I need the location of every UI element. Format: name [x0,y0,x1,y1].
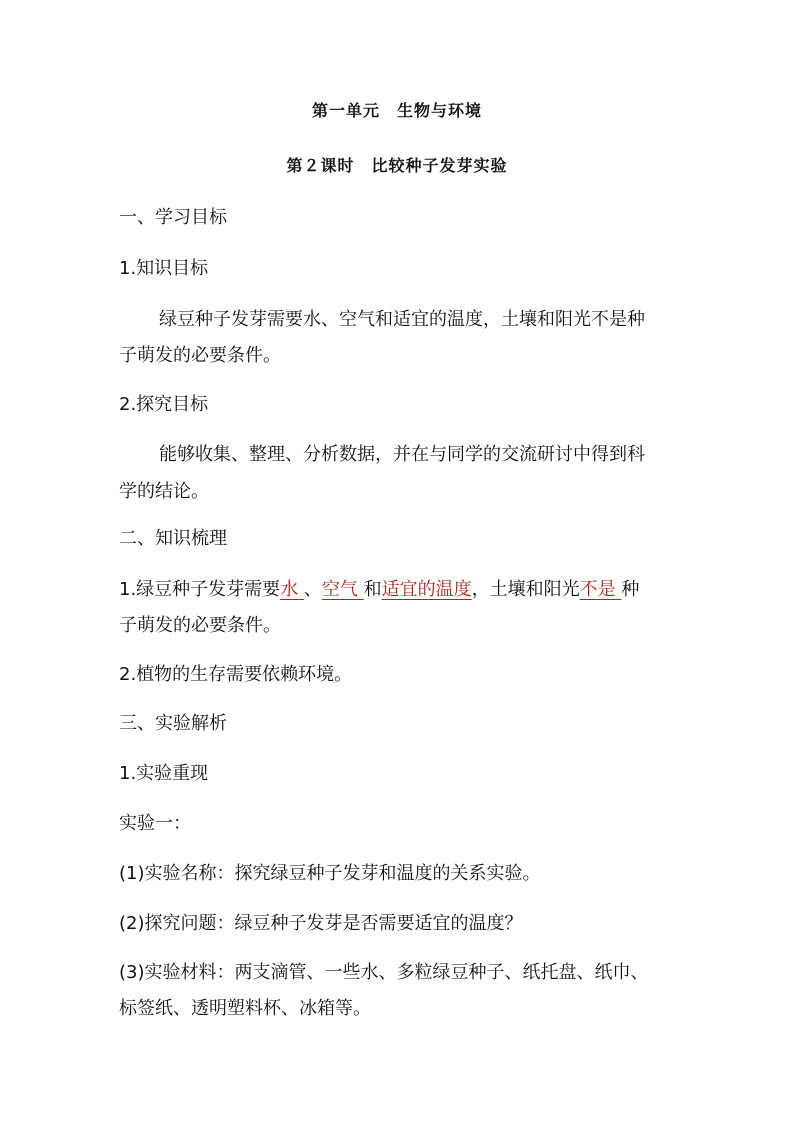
fill-in-line-2: 子萌发的必要条件。 [119,615,281,636]
fill-in-suffix: 种 [621,579,640,600]
experiment-name: (1)实验名称：探究绿豆种子发芽和温度的关系实验。 [119,863,541,884]
lesson-title: 第２课时 比较种子发芽实验 [286,156,508,175]
experiment-question: (2)探究问题：绿豆种子发芽是否需要适宜的温度？ [119,913,523,934]
environment-statement: 2.植物的生存需要依赖环境。 [119,664,353,685]
fill-in-separator: ，土壤和阳光 [471,579,580,600]
answer-not: 不是 [579,579,622,600]
answer-water: 水 [280,579,304,600]
knowledge-goal-heading: 1.知识目标 [119,258,209,279]
experiment-materials-line-2: 标签纸、透明塑料杯、冰箱等。 [119,998,371,1019]
knowledge-goal-line-2: 子萌发的必要条件。 [119,345,281,366]
unit-title: 第一单元 生物与环境 [311,101,482,120]
experiment-materials-line-1: (3)实验材料：两支滴管、一些水、多粒绿豆种子、纸托盘、纸巾、 [119,962,649,983]
section-heading-knowledge: 二、知识梳理 [119,528,227,549]
inquiry-goal-line-2: 学的结论。 [119,481,209,502]
experiment-reproduce-heading: 1.实验重现 [119,763,209,784]
fill-in-prefix: 1.绿豆种子发芽需要 [119,579,281,600]
fill-in-line-1 [119,578,679,602]
knowledge-goal-line-1: 绿豆种子发芽需要水、空气和适宜的温度，土壤和阳光不是种 [159,309,645,330]
section-heading-goals: 一、学习目标 [119,207,227,228]
inquiry-goal-heading: 2.探究目标 [119,394,209,415]
answer-air: 空气 [321,579,364,600]
fill-in-separator: 和 [363,579,382,600]
fill-in-separator: 、 [303,579,322,600]
experiment-one-label: 实验一： [119,813,191,834]
inquiry-goal-line-1: 能够收集、整理、分析数据，并在与同学的交流研讨中得到科 [159,444,645,465]
answer-temperature: 适宜的温度 [381,579,472,600]
section-heading-experiment: 三、实验解析 [119,713,227,734]
